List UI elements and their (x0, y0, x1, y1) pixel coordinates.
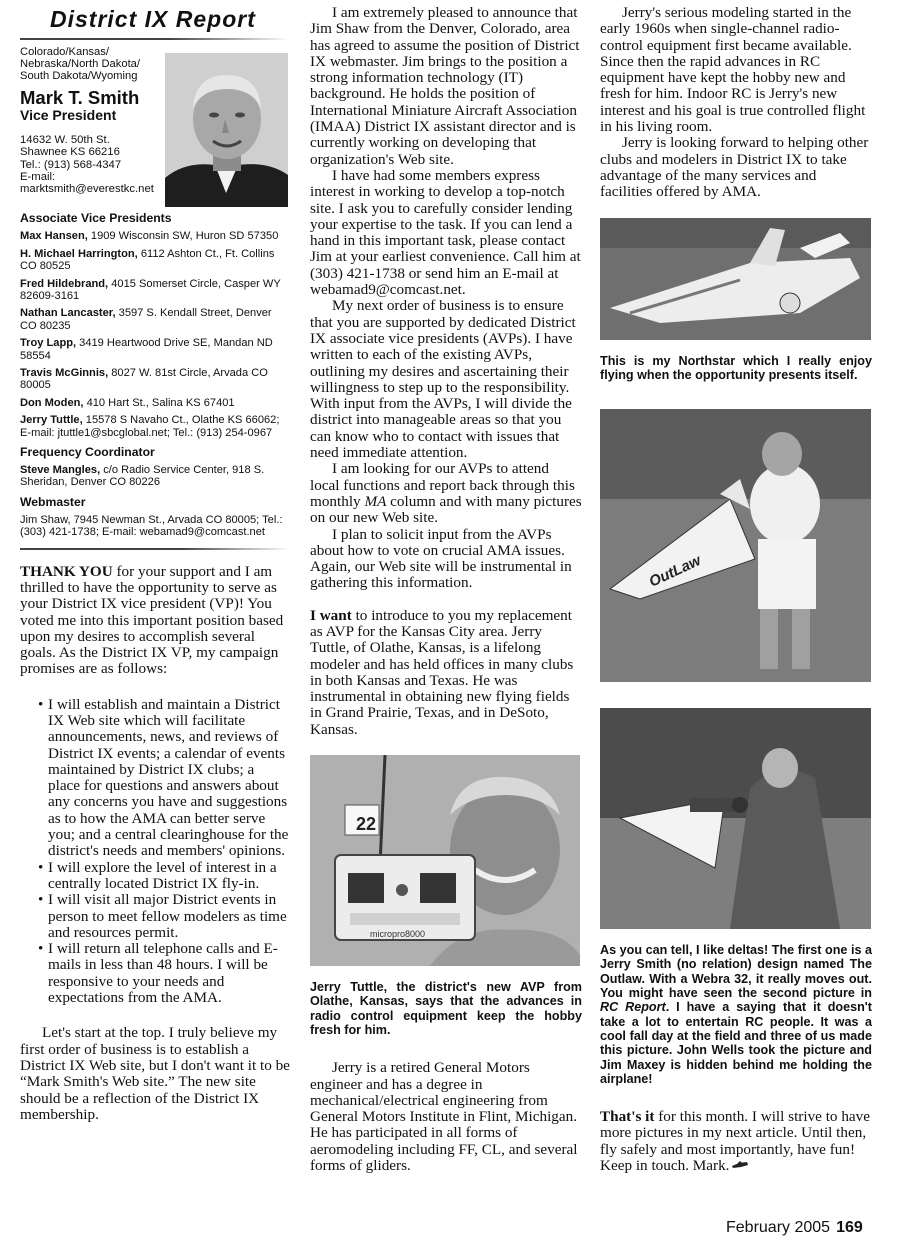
list-item: • I will explore the level of interest in a centrally located District IX fly-in. (48, 860, 290, 893)
avp-entry (20, 278, 290, 303)
freq-entry (20, 464, 290, 489)
vp-name: Mark T. Smith (20, 87, 140, 109)
paragraph: I plan to solicit input from the AVPs about how to vote on crucial AMA issues. Again, our Web site will be instrumental in gathering this information. (310, 525, 572, 592)
address-line: Tel.: (913) 568-4347 (20, 158, 122, 171)
section-rule (20, 548, 290, 550)
avps-list (20, 230, 290, 439)
list-item: • I will visit all major District events in person to meet fellow modelers as time and resources permit. (48, 892, 290, 941)
magazine-name: MA (364, 492, 387, 510)
avp-name: Nathan Lancaster, (20, 307, 116, 320)
avp-info: 15578 S Navaho Ct., Olathe KS 66062; E-mail: jtuttle1@sbcglobal.net; Tel.: (913) 254-0967 (20, 414, 280, 439)
text-run: column and with many pictures on our new Web site. (310, 492, 582, 527)
paragraph: Jerry's serious modeling started in the early 1960s when single-channel radio-control equipment first became available. Since then the rapid advances in RC equipment have kept the hobby new and fresh for him. Indoor RC is Jerry's new interest and his goal is true controlled flight in his living room. (600, 4, 866, 136)
delta-launch-photo (600, 708, 871, 929)
avp-name: Troy Lapp, (20, 337, 77, 350)
page-footer (726, 1219, 863, 1237)
paragraph (310, 461, 582, 526)
magazine-reference: RC Report (600, 1000, 666, 1015)
middle-column (310, 5, 582, 1174)
paragraph: Let's start at the top. I truly believe my first order of business is to establish a District IX Web site, but I don't want it to be “Mark Smith's Web site.” The new site should be a reflection of the District IX membership. (20, 1024, 290, 1123)
paragraph-lead: I want (310, 606, 352, 624)
address-line: Shawnee KS 66216 (20, 146, 120, 159)
transmitter-brand: micropro8000 (370, 929, 426, 940)
paragraph: Jerry is a retired General Motors engineer and has a degree in mechanical/electrical engineering from General Motors Institute in Flint, Michigan. He has participated in all forms of aeromodeling including FF, CL, and several forms of gliders. (310, 1059, 578, 1175)
freq-info: c/o Radio Service Center, 918 S. Sheridan, Denver CO 80226 (20, 463, 265, 489)
promises-list (20, 697, 290, 1007)
avp-info: 1909 Wisconsin SW, Huron SD 57350 (87, 230, 279, 243)
avp-name: Don Moden, (20, 396, 84, 409)
photo-caption: This is my Northstar which I really enjoy flying when the opportunity presents itself. (600, 353, 872, 382)
paragraph: My next order of business is to ensure that you are supported by dedicated District IX associate vice presidents (AVPs). I have written to each of the existing AVPs, outlining my desires and ascertaining their willingness to step up to the responsibility. With input from the AVPs, I will divide the district into manageable areas so that you can know who to contact with issues that need immediate attention. (310, 297, 576, 462)
text-run: for this month. I will strive to have more pictures in my next article. Until then, fly safely and most importantly, have fun! Keep in touch. Mark. (600, 1108, 870, 1175)
paragraph (310, 608, 582, 738)
northstar-plane-photo (600, 218, 871, 340)
address-line: marktsmith@everestkc.net (20, 183, 154, 196)
avp-entry (20, 230, 290, 242)
avp-info: 6112 Ashton Ct., Ft. Collins CO 80525 (20, 247, 275, 273)
region-line: Nebraska/North Dakota/ (20, 58, 141, 71)
avp-entry (20, 414, 290, 439)
end-mark-icon (731, 1158, 749, 1174)
address-line: E-mail: (20, 170, 56, 183)
avp-name: Max Hansen, (20, 230, 88, 243)
paragraph-lead: That's it (600, 1108, 655, 1126)
left-column (20, 0, 290, 1123)
avp-name: Fred Hildebrand, (20, 277, 109, 290)
avp-entry (20, 307, 290, 332)
avp-name: H. Michael Harrington, (20, 247, 138, 260)
region-line: South Dakota/Wyoming (20, 70, 138, 83)
list-item: • I will return all telephone calls and E-mails in less than 48 hours. I will be responsive to your needs and expectations from the AMA. (48, 941, 290, 1006)
list-item: • I will establish and maintain a District IX Web site which will facilitate announcements, news, and reviews of District IX events; a calendar of events maintained by District IX clubs; a place for questions and answers about any concerns you have and suggestions as to how the AMA can better serve you; and a central clearinghouse for the district's needs and members' opinions. (48, 697, 290, 860)
paragraph: I am extremely pleased to announce that Jim Shaw from the Denver, Colorado, area has agreed to assume the position of District IX webmaster. Jim brings to the position a strong information technology (IT) background. He holds the position of International Miniature Aircraft Association (IMAA) District IX assistant director and is currently working on developing that organization's Web site. (310, 4, 580, 168)
webmaster-heading: Webmaster (20, 494, 86, 509)
address-line: 14632 W. 50th St. (20, 134, 110, 147)
article-intro (20, 564, 290, 678)
freq-name: Steve Mangles, (20, 463, 101, 476)
caption-run: . I have a saying that it doesn't take a lot to entertain RC people. It was a cool fall day at the field and three of us made this picture. John Wells took the picture and Jim Maxey is hidden behind me holding the airplane! (600, 1000, 872, 1086)
webmaster-entry: Jim Shaw, 7945 Newman St., Arvada CO 80005; Tel.: (303) 421-1738; E-mail: webamad9@comcast.net (20, 513, 283, 539)
closing-paragraph (600, 1109, 872, 1174)
avp-name: Jerry Tuttle, (20, 414, 83, 427)
avp-info: 3597 S. Kendall Street, Denver CO 80235 (20, 307, 272, 332)
avp-info: 4015 Somerset Circle, Casper WY 82609-3161 (20, 277, 281, 302)
column-title: District IX Report (50, 6, 256, 32)
avp-info: 8027 W. 81st Circle, Arvada CO 80005 (20, 366, 268, 392)
caption-run: As you can tell, I like deltas! The first one is a Jerry Smith (no relation) design named The Outlaw. With a Webra 32, it really moves out. You might have seen the second picture in (600, 943, 872, 1001)
right-column (600, 5, 872, 1174)
paragraph: Jerry is looking forward to helping other clubs and modelers in District IX to take advantage of the many services and facilities offered by AMA. (600, 134, 869, 201)
avp-entry (20, 337, 290, 362)
text-run: to introduce to you my replacement as AVP for the Kansas City area. Jerry Tuttle, of Olathe, Kansas, is a lifelong modeler and has held offices in many clubs in both Kansas and Texas. He was instrumental in obtaining new flying fields in Grand Prairie, Texas, and in DeSoto, Kansas. (310, 606, 574, 738)
intro-text: for your support and I am thrilled to have the opportunity to serve as your District IX vice president (VP)! You voted me into this important position based upon my desires to accomplish several goals. As the District IX VP, my campaign promises are as follows: (20, 562, 284, 678)
freq-heading: Frequency Coordinator (20, 444, 155, 459)
wing-lettering: OutLaw (646, 552, 704, 591)
region-line: Colorado/Kansas/ (20, 46, 109, 58)
photo-caption (600, 943, 872, 1086)
avp-entry (20, 367, 290, 392)
vp-portrait-photo (165, 53, 288, 207)
paragraph: I have had some members express interest in working to develop a top-notch site. I ask you to carefully consider lending your expertise to the task. If you can lend a hand in this important task, please contact Jim at your earliest convenience. Call him at (303) 421-1738 or send him an E-mail at webamad9@comcast.net. (310, 166, 581, 299)
avp-name: Travis McGinnis, (20, 366, 109, 379)
text-run: I am looking for our AVPs to attend local functions and report back through this monthly (310, 460, 575, 510)
photo-caption: Jerry Tuttle, the district's new AVP from Olathe, Kansas, says that the advances in radio control equipment keep the hobby fresh for him. (310, 980, 582, 1037)
channel-number: 22 (356, 814, 377, 835)
avp-info: 3419 Heartwood Drive SE, Mandan ND 58554 (20, 337, 273, 362)
avp-info: 410 Hart St., Salina KS 67401 (83, 396, 235, 409)
intro-lead: THANK YOU (20, 562, 113, 580)
issue-date: February 2005 (726, 1219, 831, 1236)
tuttle-transmitter-photo (310, 755, 580, 966)
vp-title: Vice President (20, 107, 117, 124)
avps-heading: Associate Vice Presidents (20, 211, 172, 226)
page-number: 169 (836, 1219, 863, 1236)
title-rule (20, 38, 290, 40)
outlaw-delta-photo (600, 409, 871, 682)
avp-entry (20, 397, 290, 409)
avp-entry (20, 248, 290, 273)
